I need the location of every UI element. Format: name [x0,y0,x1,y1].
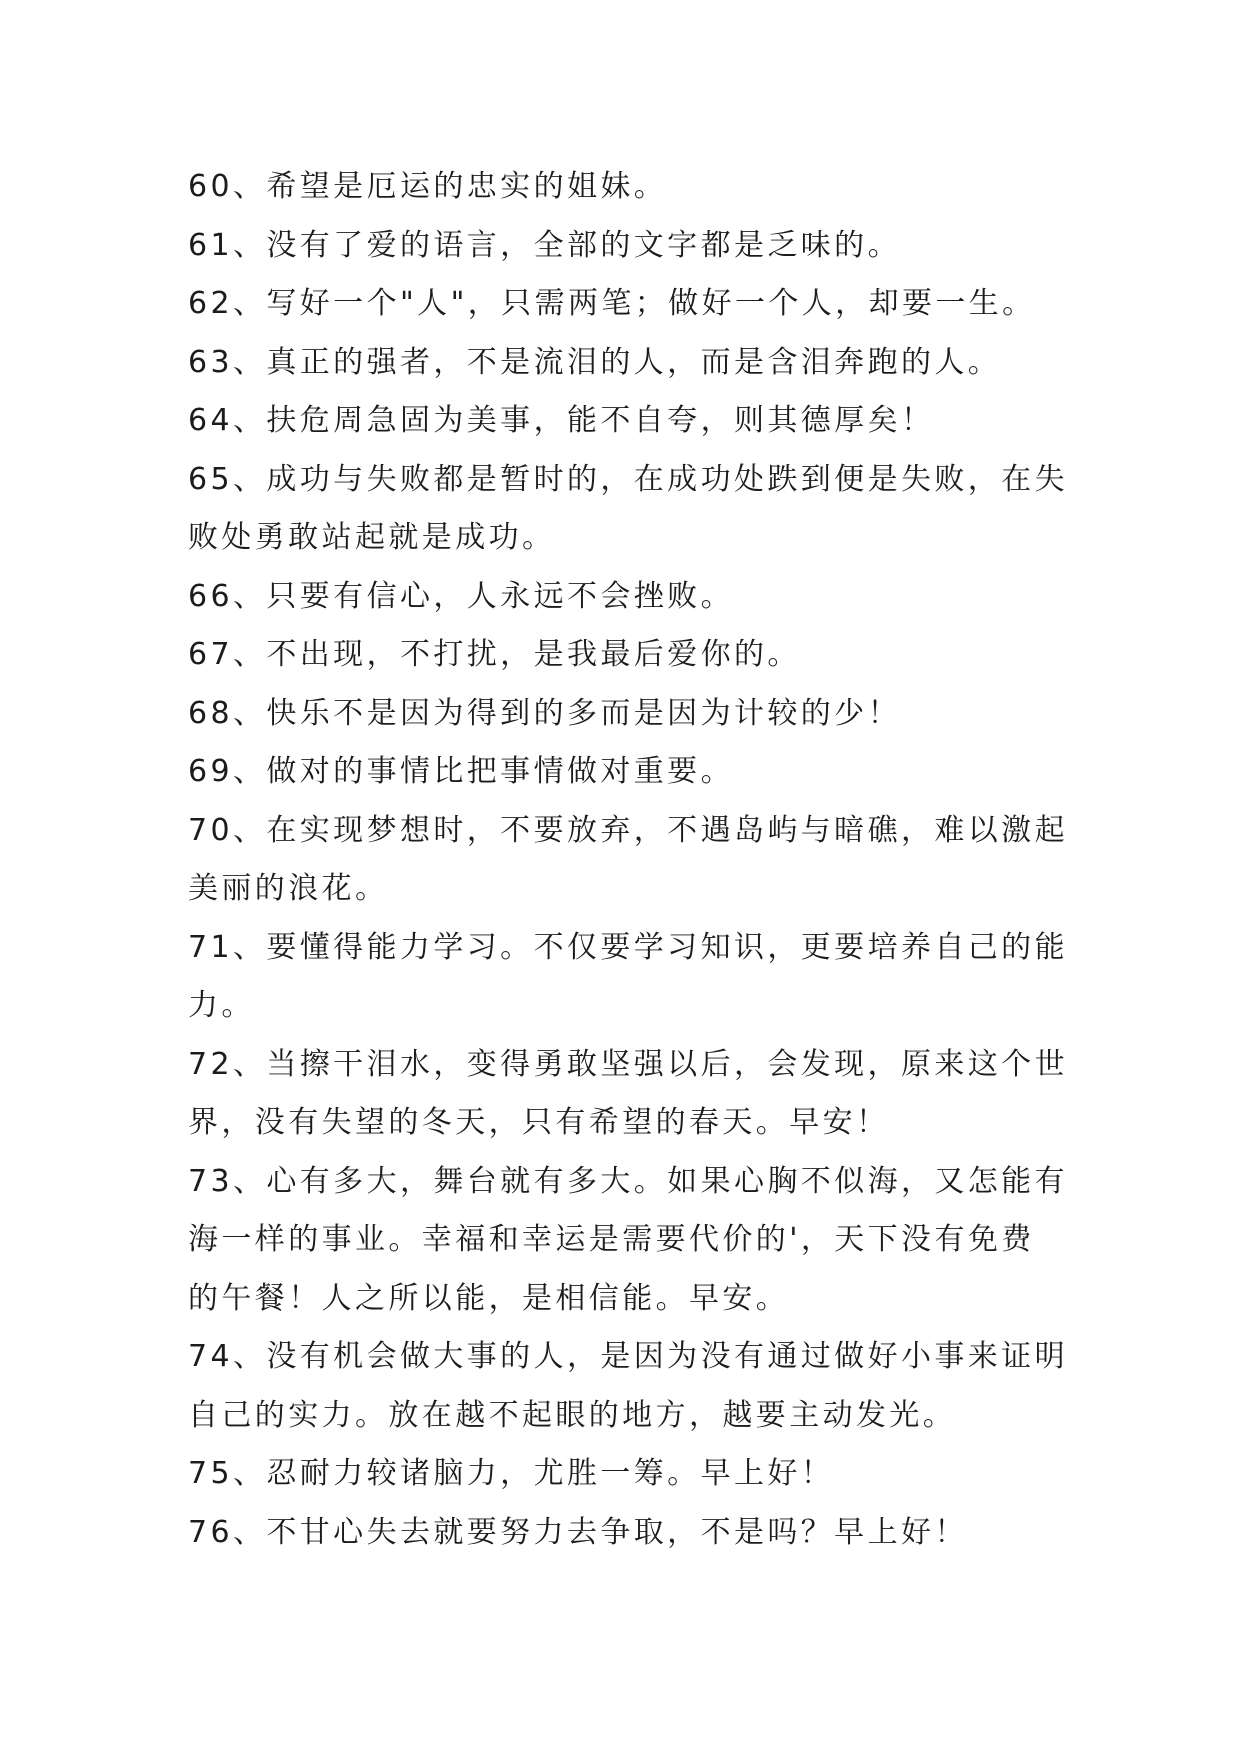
text-line: 自己的实力。放在越不起眼的地方，越要主动发光。 [188,1397,957,1433]
text-line: 73、心有多大，舞台就有多大。如果心胸不似海，又怎能有 [188,1163,1068,1199]
text-line: 72、当擦干泪水，变得勇敢坚强以后，会发现，原来这个世 [188,1046,1068,1082]
text-line: 力。 [188,988,255,1023]
document-body [188,158,1068,1562]
text-line: 65、成功与失败都是暂时的，在成功处跌到便是失败，在失 [188,461,1068,497]
text-line: 66、只要有信心，人永远不会挫败。 [188,578,734,614]
text-line: 76、不甘心失去就要努力去争取，不是吗？早上好！ [188,1514,968,1550]
text-line: 的午餐！人之所以能，是相信能。早安。 [188,1280,790,1316]
text-line: 海一样的事业。幸福和幸运是需要代价的'，天下没有免费 [188,1222,1035,1257]
text-line: 64、扶危周急固为美事，能不自夸，则其德厚矣！ [188,403,935,438]
text-line: 败处勇敢站起就是成功。 [188,520,556,555]
text-line: 69、做对的事情比把事情做对重要。 [188,754,734,789]
text-line: 70、在实现梦想时，不要放弃，不遇岛屿与暗礁，难以激起 [188,812,1068,848]
text-line: 71、要懂得能力学习。不仅要学习知识，更要培养自己的能 [188,929,1068,965]
text-line: 68、快乐不是因为得到的多而是因为计较的少！ [188,695,901,731]
text-line: 60、希望是厄运的忠实的姐妹。 [188,169,668,204]
text-line: 63、真正的强者，不是流泪的人，而是含泪奔跑的人。 [188,344,1002,380]
text-line: 67、不出现，不打扰，是我最后爱你的。 [188,637,801,672]
text-line: 75、忍耐力较诸脑力，尤胜一筹。早上好！ [188,1456,835,1491]
text-line: 62、写好一个"人"，只需两笔；做好一个人，却要一生。 [188,286,1036,321]
text-line: 美丽的浪花。 [188,871,389,906]
text-line: 61、没有了爱的语言，全部的文字都是乏味的。 [188,227,901,263]
text-line: 界，没有失望的冬天，只有希望的春天。早安！ [188,1105,890,1140]
text-line: 74、没有机会做大事的人，是因为没有通过做好小事来证明 [188,1339,1068,1374]
